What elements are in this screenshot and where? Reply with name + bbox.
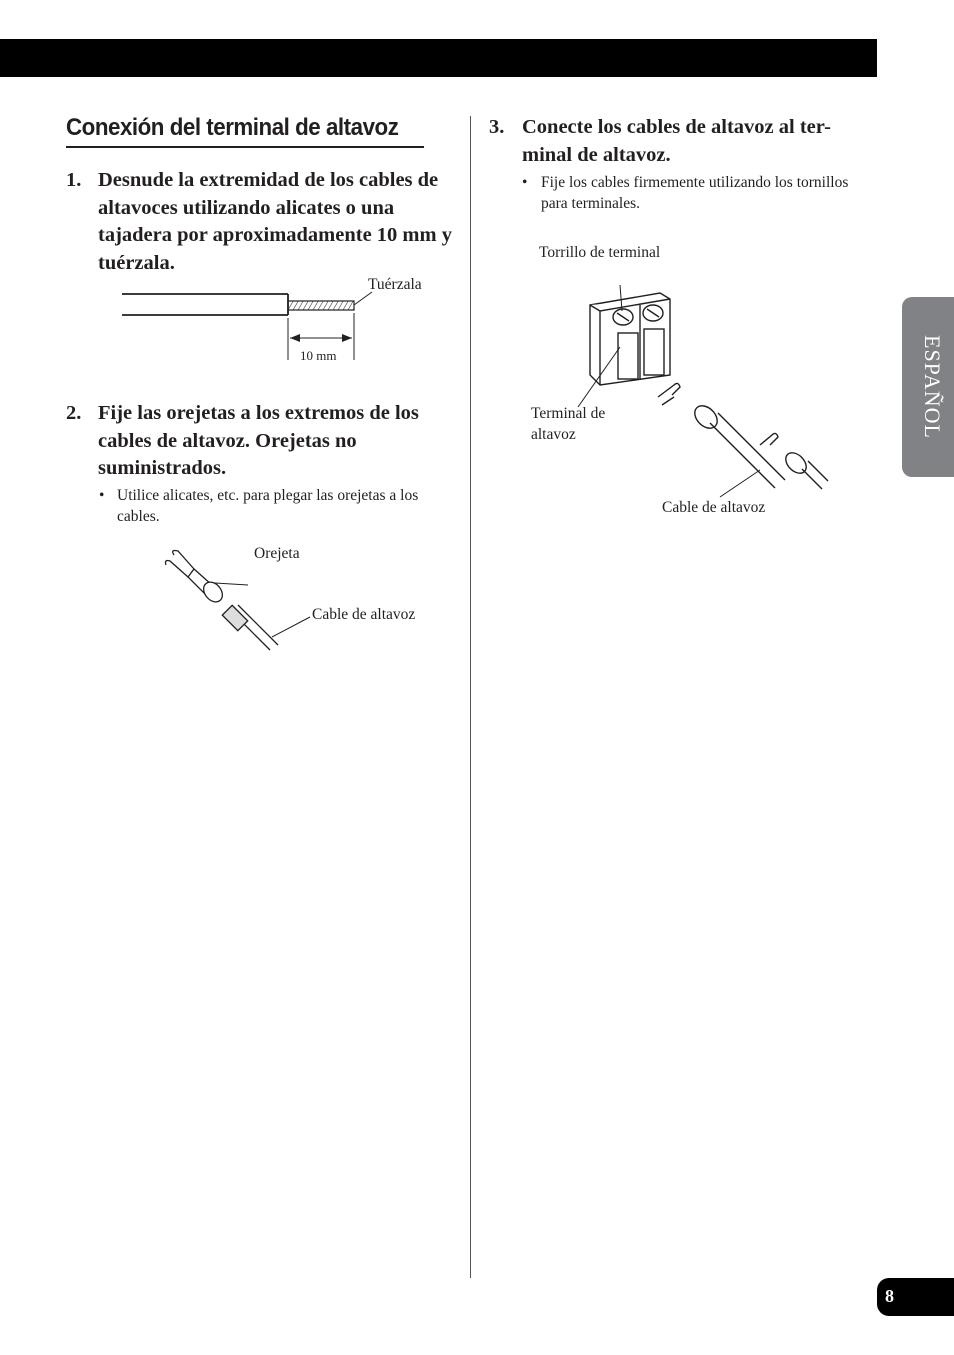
step-1-text: Desnude la extremidad de los cables de altavoces utilizando alicates o una tajadera por aproximadamente 10 mm y tuérzala. [98, 169, 452, 274]
header-bar [0, 39, 877, 77]
twist-label: Tuérzala [368, 276, 422, 293]
step-3-text: Conecte los cables de altavoz al ter-minal de altavoz. [522, 116, 831, 166]
step-2 [66, 400, 456, 483]
bullet-dot: • [522, 174, 528, 191]
step-2-text: Fije las orejetas a los extremos de los cables de altavoz. Orejetas no suministrados. [98, 402, 419, 479]
page-number: 8 [885, 1286, 894, 1306]
length-label: 10 mm [300, 348, 337, 363]
step-3-bullet-text: Fije los cables firmemente utilizando los tornillos para terminales. [541, 174, 849, 212]
step-3-bullet [522, 172, 852, 214]
step-1-number: 1. [66, 169, 82, 191]
step-2-bullet-text: Utilice alicates, etc. para plegar las orejetas a los cables. [117, 487, 419, 525]
step-2-number: 2. [66, 402, 82, 424]
bullet-dot: • [99, 487, 105, 504]
terminal-label-line2: altavoz [531, 426, 576, 443]
step-2-bullet [99, 485, 451, 527]
language-tab [902, 297, 954, 477]
step-1 [66, 167, 456, 277]
fig3-cable-label: Cable de altavoz [662, 499, 766, 516]
terminal-block-figure [560, 285, 830, 495]
terminal-label-line1: Terminal de [531, 405, 606, 422]
fig2-cable-label: Cable de altavoz [312, 606, 416, 623]
page-number-badge [877, 1278, 954, 1316]
step-3 [489, 114, 879, 169]
column-divider [470, 116, 471, 1278]
lug-label: Orejeta [254, 545, 300, 562]
section-title: Conexión del terminal de altavoz [66, 114, 424, 148]
screw-label: Torrillo de terminal [539, 244, 661, 261]
step-3-number: 3. [489, 116, 505, 138]
language-tab-label: ESPAÑOL [920, 335, 945, 439]
